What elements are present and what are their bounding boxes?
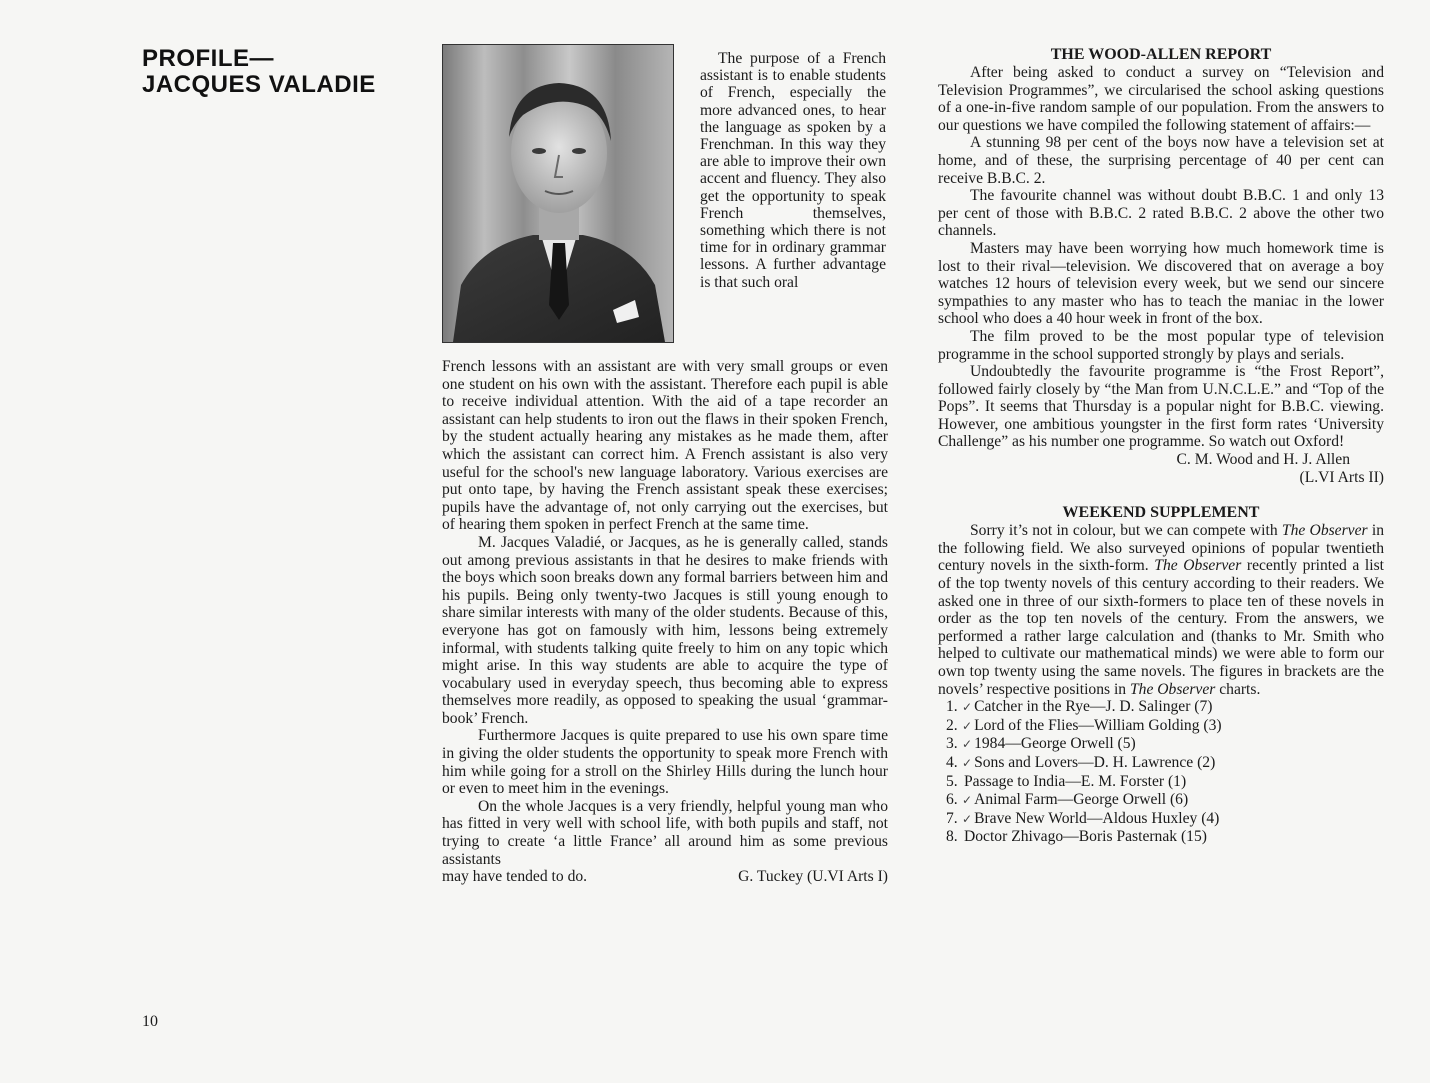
profile-title-line2: JACQUES VALADIE: [142, 71, 376, 98]
wood-allen-paragraph: A stunning 98 per cent of the boys now have a television set at home, and of these, the surprising percentage of 40 per cent can receive B.B.C. 2.: [938, 134, 1384, 187]
novel-text: Lord of the Flies—William Golding (3): [974, 716, 1222, 734]
profile-intro-text: The purpose of a French assistant is to enable students of French, especially the more advanced ones, to hear the language as spoken by a Frenchman. In this way they are able to improve their own accent and fluency. They also get the opportunity to speak French themselves, something which there is not time for in ordinary grammar lessons. A further advantage is that such oral: [700, 50, 886, 291]
weekend-text: charts.: [1215, 680, 1261, 698]
novel-item: [946, 735, 1384, 754]
profile-paragraph: Furthermore Jacques is quite prepared to use his own spare time in giving the older students the opportunity to speak more French with him while going for a stroll on the Shirley Hills during the lunch hour or even to meet him in the evenings.: [442, 727, 888, 798]
portrait-illustration: [443, 45, 673, 342]
novel-number: 8.: [946, 828, 958, 846]
tick-icon: ✓: [962, 793, 973, 808]
novel-list: [938, 698, 1384, 847]
novel-number: 7.: [946, 809, 958, 827]
tick-icon: ✓: [962, 811, 973, 826]
profile-author: G. Tuckey (U.VI Arts I): [738, 868, 888, 886]
weekend-heading: WEEKEND SUPPLEMENT: [1062, 504, 1260, 522]
novel-text: 1984—George Orwell (5): [974, 735, 1136, 753]
wood-allen-form: (L.VI Arts II): [1299, 468, 1384, 486]
novel-text: Doctor Zhivago—Boris Pasternak (15): [964, 828, 1207, 846]
tick-icon: ✓: [962, 755, 973, 770]
weekend-text: recently printed a list of the top twenty novels of this century according to their readers. We asked one in three of our sixth-formers to place ten of these novels in order as the top ten novels of the century. From the answers, we performed a rather large calculation and (thanks to Mr. Smith who helped to cultivate our mathematical minds) we were able to form our own top twenty using the same novels. The figures in brackets are the novels’ respective positions in: [938, 557, 1384, 698]
wood-allen-paragraph: The favourite channel was without doubt B.B.C. 1 and only 13 per cent of those with B.B.C. 2 rated B.B.C. 2 above the other two channels.: [938, 187, 1384, 240]
right-column: [938, 46, 1384, 847]
tick-icon: ✓: [962, 718, 973, 733]
novel-item: [946, 698, 1384, 717]
novel-number: 3.: [946, 735, 958, 753]
novel-text: Sons and Lovers—D. H. Lawrence (2): [974, 753, 1216, 771]
profile-body: [442, 358, 888, 886]
novel-number: 2.: [946, 716, 958, 734]
novel-item: [946, 791, 1384, 810]
weekend-text: in the following field. We also surveyed opinions of popular twentieth century novels in the sixth-form.: [938, 522, 1384, 575]
novel-text: Animal Farm—George Orwell (6): [974, 791, 1189, 809]
novel-number: 6.: [946, 791, 958, 809]
novel-item: [946, 717, 1384, 736]
novel-text: Passage to India—E. M. Forster (1): [964, 772, 1187, 790]
wood-allen-paragraph: After being asked to conduct a survey on “Television and Television Programmes”, we circularised the school asking questions of a one-in-five random sample of our population. From the answers to our questions we have compiled the following statement of affairs:—: [938, 64, 1384, 134]
section-gap: [938, 486, 1384, 504]
novel-text: Catcher in the Rye—J. D. Salinger (7): [974, 698, 1213, 716]
tick-icon: ✓: [962, 700, 973, 715]
observer-title: The Observer: [1130, 680, 1216, 698]
novel-item: [946, 754, 1384, 773]
wood-allen-heading: THE WOOD-ALLEN REPORT: [1050, 46, 1272, 63]
novel-number: 1.: [946, 698, 958, 716]
novel-item: [946, 773, 1384, 792]
wood-allen-paragraph: Masters may have been worrying how much homework time is lost to their rival—television. We discovered that on average a boy watches 12 hours of television every week, but we send our sincere sympathies to any master who has to teach the maniac in the lower school who does a 40 hour week in front of the box.: [938, 239, 1384, 328]
profile-byline: [442, 868, 888, 886]
novel-number: 4.: [946, 753, 958, 771]
novel-item: [946, 810, 1384, 829]
tick-icon: ✓: [962, 737, 973, 752]
page-number: 10: [142, 1013, 158, 1030]
observer-title: The Observer: [1154, 557, 1242, 575]
weekend-text: Sorry it’s not in colour, but we can compete with: [970, 522, 1282, 540]
weekend-paragraph: [938, 522, 1384, 698]
novel-item: [946, 828, 1384, 847]
observer-title: The Observer: [1281, 522, 1368, 540]
novel-text: Brave New World—Aldous Huxley (4): [974, 809, 1220, 827]
profile-paragraph: French lessons with an assistant are with very small groups or even one student on his own with the assistant. Therefore each pupil is able to receive individual attention. With the aid of a tape recorder an assistant can help students to iron out the flaws in their spoken French, by the student actually hearing any mistakes as he made them, after which the assistant can correct him. A French assistant is also very useful for the school's new language laboratory. Various exercises are put onto tape, by having the French assistant speak these exercises; pupils have the advantage of, not only carrying out the exercises, but of hearing them spoken in perfect French at the same time.: [442, 358, 888, 534]
wood-allen-paragraph: Undoubtedly the favourite programme is “the Frost Report”, followed fairly closely by “the Man from U.N.C.L.E.” and “Top of the Pops”. It seems that Thursday is a popular night for B.B.C. viewing. However, one ambitious youngster in the first form rates ‘University Challenge” as his number one programme. So watch out Oxford!: [938, 363, 1384, 451]
wood-allen-signature: C. M. Wood and H. J. Allen: [1176, 451, 1350, 469]
profile-paragraph: On the whole Jacques is a very friendly, helpful young man who has fitted in very well with school life, with both pupils and staff, not trying to create ‘a little France’ all around him as some previous assistants: [442, 797, 888, 868]
wood-allen-paragraph: The film proved to be the most popular type of television programme in the school supported strongly by plays and serials.: [938, 327, 1384, 363]
portrait-photo: [442, 44, 674, 343]
profile-intro: [700, 50, 886, 291]
profile-title: [142, 46, 376, 98]
profile-paragraph: M. Jacques Valadié, or Jacques, as he is generally called, stands out among previous assistants in that he desires to make friends with the boys which soon breaks down any formal barriers between him and his pupils. Being only twenty-two Jacques is still young enough to share similar interests with many of the older students. Because of this, everyone has got on famously with him, lessons being extremely informal, with students talking quite freely to him on any topic which might arise. In this way students are able to acquire the type of vocabulary used in everyday speech, thus becoming able to express themselves more readily, as opposed to speaking the usual ‘grammar-book’ French.: [442, 533, 888, 727]
profile-last-line: may have tended to do.: [442, 868, 588, 886]
novel-number: 5.: [946, 772, 958, 790]
profile-title-line1: PROFILE—: [142, 45, 275, 72]
